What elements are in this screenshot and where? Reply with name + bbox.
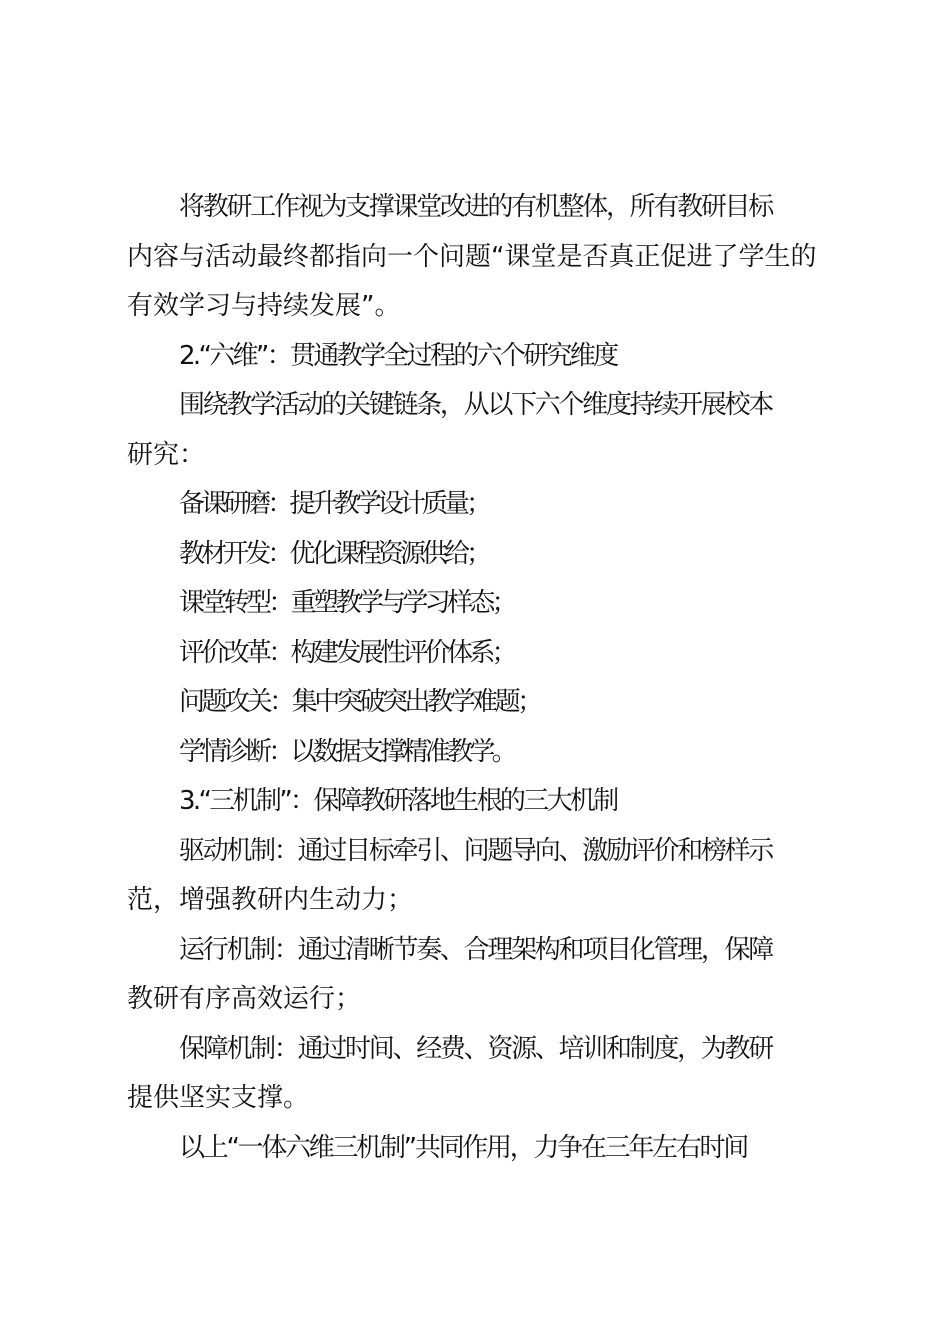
text-line: 有效学习与持续发展”。 — [127, 291, 401, 321]
text-line: 提供坚实支撑。 — [127, 1083, 310, 1113]
paragraph-summary — [127, 1124, 837, 1174]
text-line: 教研有序高效运行； — [127, 984, 362, 1014]
text-line: 评价改革：构建发展性评价体系； — [179, 637, 515, 668]
text-line: 围绕教学活动的关键链条，从以下六个维度持续开展校本 — [179, 390, 773, 420]
text-line: 以上“一体六维三机制”共同作用，力争在三年左右时间 — [179, 1132, 747, 1163]
paragraph-operation-mechanism — [127, 926, 837, 1025]
paragraph-six-dimensions-intro — [127, 381, 837, 480]
list-item-lesson-prep — [127, 480, 837, 530]
paragraph-overview — [127, 183, 837, 332]
text-line: 将教研工作视为支撑课堂改进的有机整体，所有教研目标 — [179, 192, 773, 222]
text-line: 学情诊断：以数据支撑精准教学。 — [179, 736, 515, 767]
heading-three-mechanisms — [127, 777, 837, 827]
text-line: 范，增强教研内生动力； — [127, 885, 414, 915]
list-item-diagnosis — [127, 728, 837, 778]
text-line: 研究： — [127, 439, 206, 470]
text-line: 保障机制：通过时间、经费、资源、培训和制度，为教研 — [179, 1033, 773, 1064]
text-line: 备课研磨：提升教学设计质量； — [179, 489, 489, 519]
heading-six-dimensions — [127, 332, 837, 382]
text-line: 问题攻关：集中突破突出教学难题； — [179, 687, 540, 717]
document-body — [127, 183, 837, 1173]
list-item-textbook — [127, 530, 837, 580]
text-line: 课堂转型：重塑教学与学习样态； — [179, 588, 515, 618]
list-item-classroom — [127, 579, 837, 629]
text-line: 运行机制：通过清晰节奏、合理架构和项目化管理，保障 — [179, 934, 773, 965]
text-line: 教材开发：优化课程资源供给； — [179, 538, 489, 569]
text-line: 2.“六维”：贯通教学全过程的六个研究维度 — [179, 340, 617, 371]
paragraph-support-mechanism — [127, 1025, 837, 1124]
list-item-problems — [127, 678, 837, 728]
text-line: 3.“三机制”：保障教研落地生根的三大机制 — [179, 786, 617, 816]
text-line: 内容与活动最终都指向一个问题“课堂是否真正促进了学生的 — [127, 241, 817, 272]
list-item-evaluation — [127, 629, 837, 679]
text-line: 驱动机制：通过目标牵引、问题导向、激励评价和榜样示 — [179, 835, 773, 866]
paragraph-drive-mechanism — [127, 827, 837, 926]
